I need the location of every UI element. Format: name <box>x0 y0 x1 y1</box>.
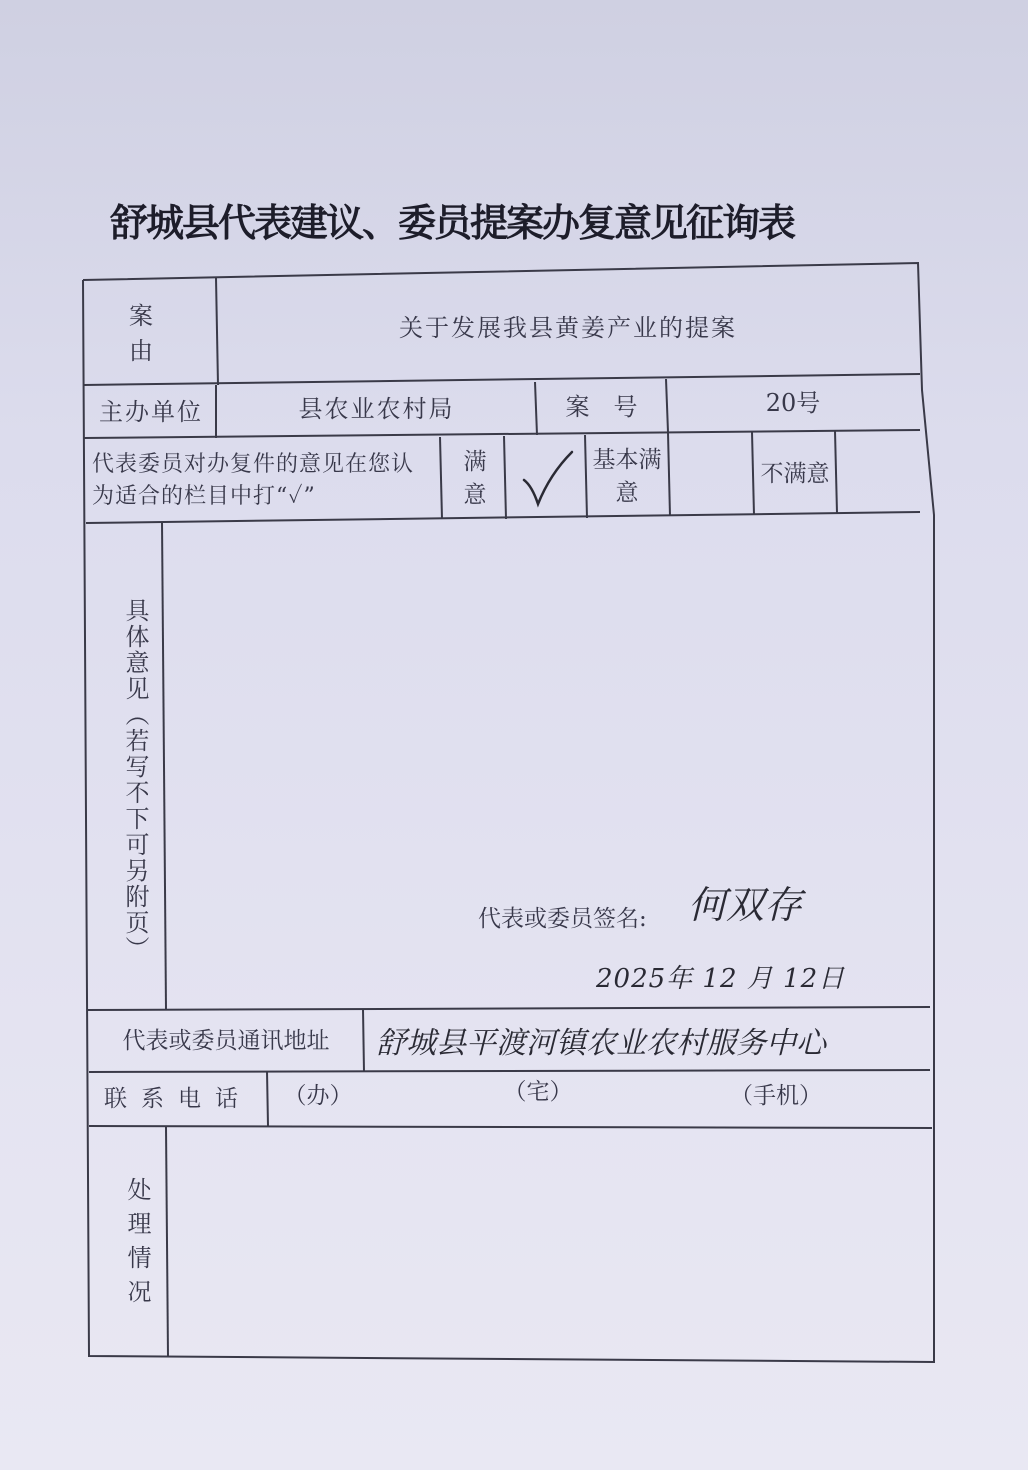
col-phone <box>267 1071 268 1126</box>
col-process <box>166 1127 168 1357</box>
option-unsatisfied-box[interactable] <box>837 432 919 512</box>
col-op-5 <box>752 432 754 515</box>
process-content-area[interactable] <box>170 1130 930 1356</box>
case-number-label: 案 号 <box>565 393 638 422</box>
col-address <box>363 1009 364 1072</box>
address-handwritten: 舒城县平渡河镇农业农村服务中心 <box>376 1026 826 1061</box>
phone-mobile-label: （手机） <box>730 1083 822 1110</box>
address-label: 代表或委员通讯地址 <box>122 1028 330 1055</box>
case-number-value: 20号 <box>765 389 821 418</box>
unit-value: 县农业农村局 <box>298 395 455 424</box>
form-title: 舒城县代表建议、委员提案办复意见征询表 <box>110 201 795 245</box>
row-line-6 <box>89 1126 932 1128</box>
option-basic-satisfied-box[interactable] <box>670 434 752 514</box>
unit-label: 主办单位 <box>99 398 203 427</box>
col-op-1 <box>440 437 442 519</box>
option-basic-satisfied-label: 基本满意 <box>592 446 662 506</box>
reason-value: 关于发展我县黄姜产业的提案 <box>399 313 737 342</box>
option-satisfied-box[interactable] <box>506 436 585 518</box>
reason-label: 案 由 <box>129 301 217 365</box>
option-satisfied-label: 满意 <box>463 448 487 508</box>
option-unsatisfied-label: 不满意 <box>760 461 830 488</box>
col-detail <box>162 522 166 1010</box>
signature-date: 2025年 12 月 12日 <box>596 964 846 994</box>
check-mark-icon <box>506 436 585 518</box>
phone-office-label: （办） <box>283 1083 353 1110</box>
signature-label: 代表或委员签名: <box>478 906 647 933</box>
process-label: 处理情况 <box>123 1177 151 1313</box>
phone-label: 联系电话 <box>104 1086 252 1113</box>
detail-label: 具体意见（若写不下可另附页） <box>121 598 149 962</box>
col-op-3 <box>585 435 587 518</box>
signature-handwritten: 何双存 <box>688 883 803 927</box>
opinion-instruction: 代表委员对办复件的意见在您认为适合的栏目中打“✓” <box>92 452 415 509</box>
phone-home-label: （宅） <box>503 1079 573 1106</box>
